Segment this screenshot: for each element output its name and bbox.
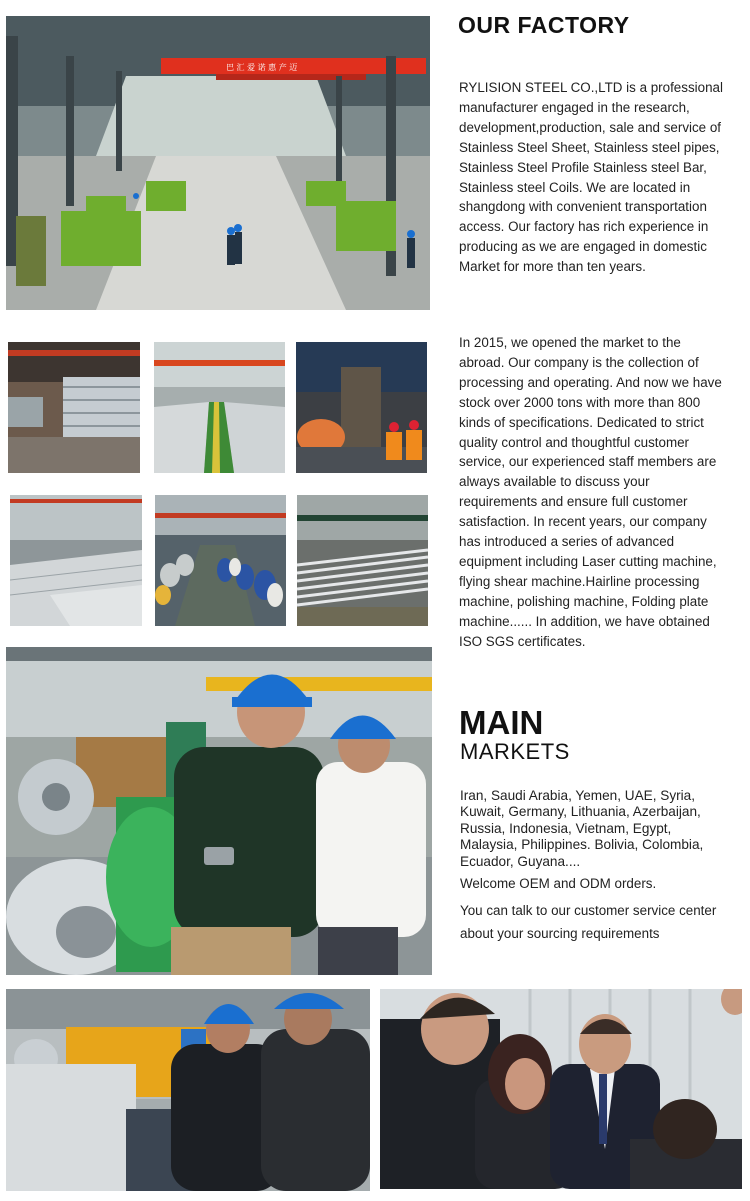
country-line: Ecuador, Guyana.... bbox=[460, 853, 581, 869]
crane-sign: 巴 汇 爱 诺 惠 产 迈 bbox=[226, 63, 298, 72]
contact-line: You can talk to our customer service center bbox=[460, 903, 717, 918]
intro-line: Stainless Steel Sheet, Stainless steel pipes, bbox=[459, 139, 720, 155]
markets-title: MAIN bbox=[459, 704, 544, 741]
history-line: machine, polishing machine, Folding plate bbox=[459, 593, 709, 609]
warehouse-photo-4 bbox=[10, 495, 142, 626]
intro-line: shangdong with convenient transportation bbox=[459, 199, 707, 215]
oem-note: Welcome OEM and ODM orders. bbox=[460, 876, 657, 891]
intro-line: development,production, sale and service of bbox=[459, 119, 722, 135]
history-line: service, our experienced staff members are bbox=[459, 454, 717, 470]
contact-line: about your sourcing requirements bbox=[460, 926, 660, 941]
warehouse-photo-5 bbox=[155, 495, 286, 626]
intro-line: producing as we are engaged in domestic bbox=[459, 239, 707, 255]
warehouse-photo-6 bbox=[297, 495, 428, 626]
factory-intro bbox=[459, 78, 723, 277]
country-line: Iran, Saudi Arabia, Yemen, UAE, Syria, bbox=[460, 788, 696, 803]
history-line: machine...... In addition, we have obtained bbox=[459, 613, 710, 629]
history-line: abroad. Our company is the collection of bbox=[459, 354, 699, 370]
markets-subtitle: MARKETS bbox=[460, 739, 570, 764]
history-line: ISO SGS certificates. bbox=[459, 633, 586, 649]
history-line: quality control and thoughtful customer bbox=[459, 434, 690, 450]
country-line: Russia, Indonesia, Vietnam, Egypt, bbox=[460, 820, 672, 836]
visitors-meeting-photo bbox=[380, 989, 742, 1189]
intro-line: RYLISION STEEL CO.,LTD is a professional bbox=[459, 80, 723, 95]
intro-line: Stainless Steel Profile Stainless steel Bar, bbox=[459, 159, 707, 175]
factory-history bbox=[459, 333, 722, 652]
history-line: has introduced a series of advanced bbox=[459, 534, 675, 550]
factory-heading: OUR FACTORY bbox=[458, 12, 630, 38]
country-line: Malaysia, Philippines. Bolivia, Colombia, bbox=[460, 837, 704, 853]
history-line: kinds of specifications. Dedicated to strict bbox=[459, 414, 704, 430]
intro-line: Stainless steel Coils. We are located in bbox=[459, 179, 691, 195]
factory-hall-photo bbox=[6, 16, 430, 310]
history-line: flying shear machine.Hairline processing bbox=[459, 573, 700, 589]
intro-line: manufacturer engaged in the research, bbox=[459, 99, 690, 115]
history-line: stock over 2000 tons with more than 800 bbox=[459, 394, 701, 410]
visitors-machine-photo bbox=[6, 989, 370, 1191]
visitors-coils-photo bbox=[6, 647, 432, 975]
warehouse-photo-1 bbox=[8, 342, 140, 473]
country-list bbox=[460, 788, 703, 870]
history-line: In 2015, we opened the market to the bbox=[459, 335, 681, 350]
history-line: processing and operating. And now we have bbox=[459, 374, 722, 390]
history-line: equipment including Laser cutting machine, bbox=[459, 553, 717, 569]
warehouse-photo-2 bbox=[154, 342, 285, 473]
history-line: satisfaction. In recent years, our company bbox=[459, 514, 707, 530]
history-line: always available to discuss your bbox=[459, 474, 650, 490]
intro-line: Market for more than ten years. bbox=[459, 259, 646, 275]
intro-line: access. Our factory has rich experience in bbox=[459, 219, 709, 235]
warehouse-photo-3 bbox=[296, 342, 427, 473]
country-line: Kuwait, Germany, Lithuania, Azerbaijan, bbox=[460, 804, 701, 820]
history-line: requirements and ensure full customer bbox=[459, 494, 688, 510]
